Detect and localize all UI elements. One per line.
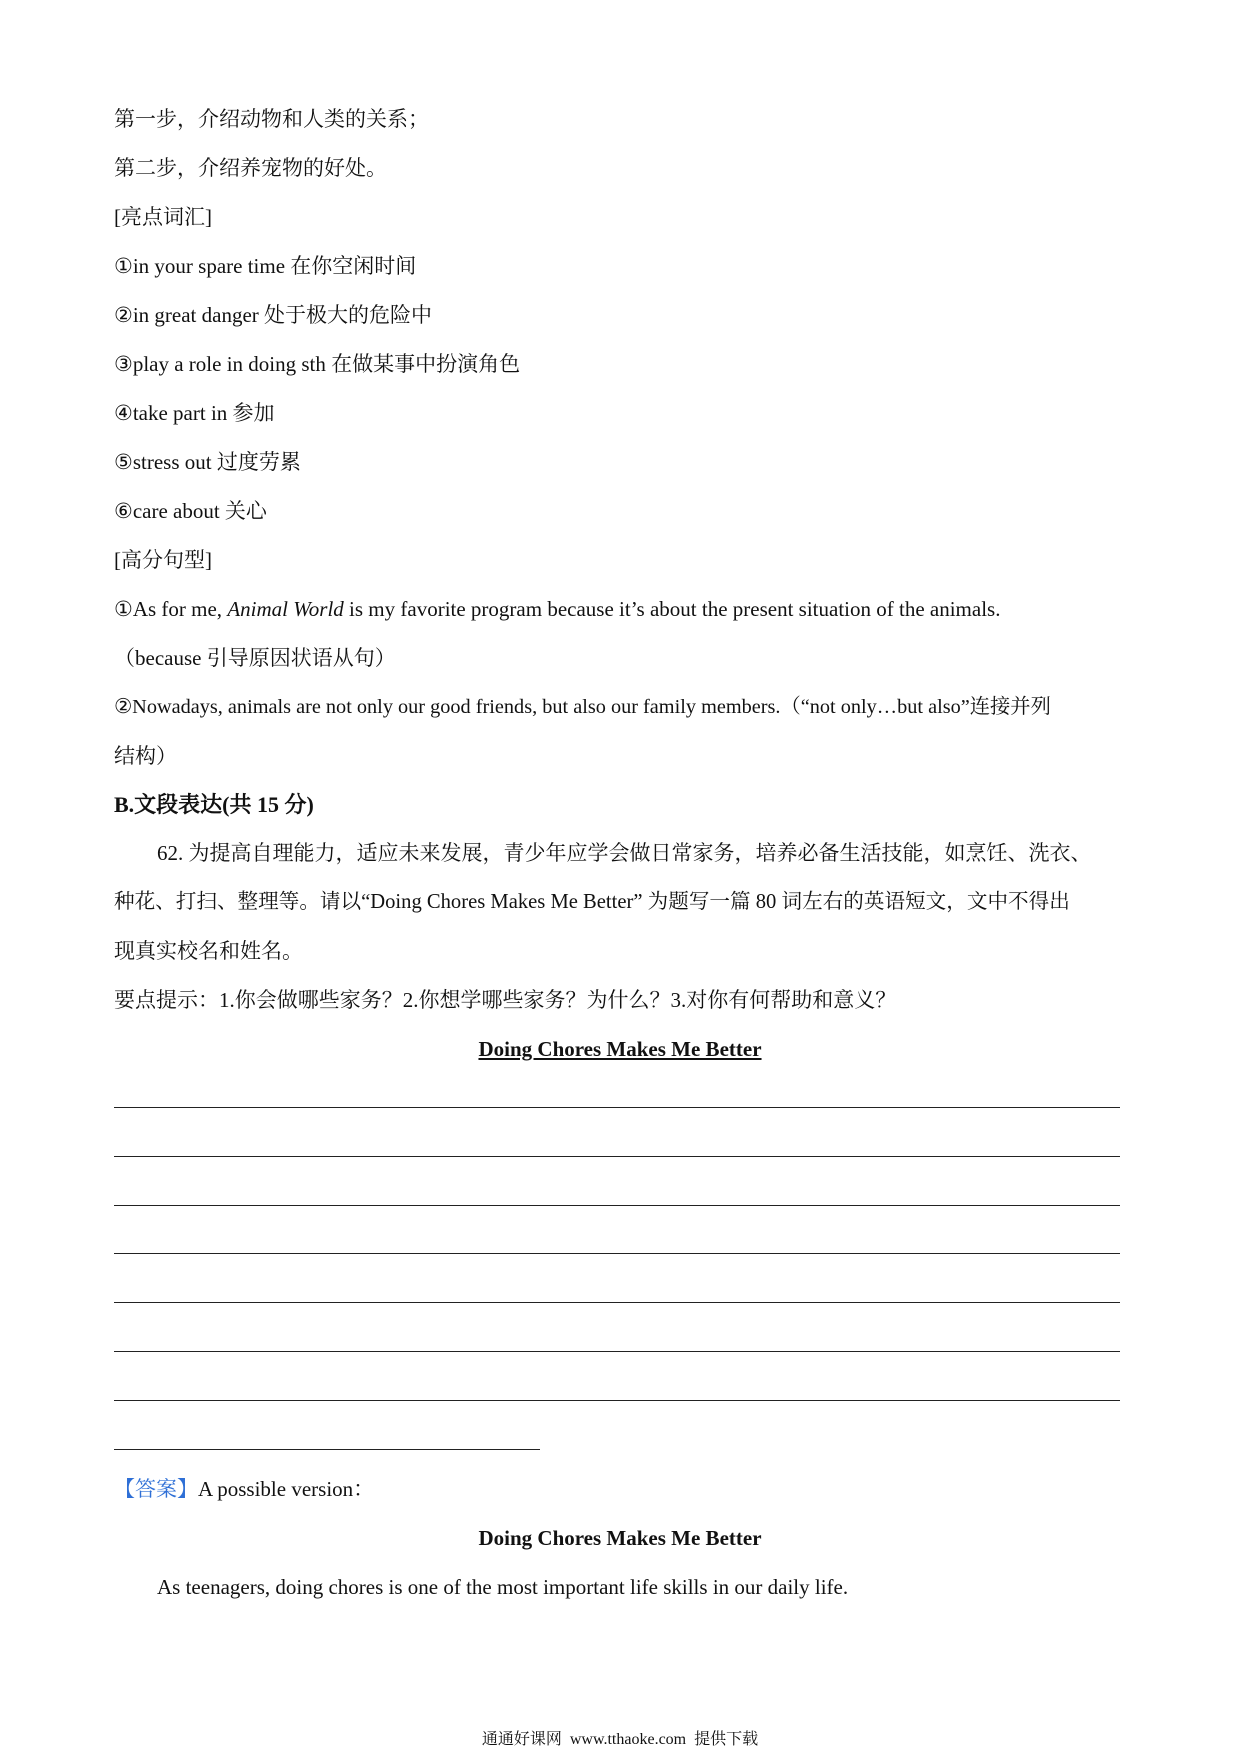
footer-site-name: 通通好课网 xyxy=(481,1731,562,1748)
program-name: Animal World xyxy=(227,597,344,621)
vocab-item: ⑥care about 关心 xyxy=(114,499,267,523)
sentence-one-post: is my favorite program because it’s about the present situation of the animals. xyxy=(343,597,1001,621)
hints-text: 要点提示：1.你会做哪些家务？2.你想学哪些家务？为什么？3.对你有何帮助和意义？ xyxy=(114,988,897,1012)
sentence-one-note: （because 引导原因状语从句） xyxy=(114,646,396,670)
answer-intro-line xyxy=(114,1474,374,1504)
writing-line xyxy=(114,1205,1120,1206)
step-one-text: 第一步，介绍动物和人类的关系； xyxy=(114,107,429,131)
writing-line xyxy=(114,1107,1120,1108)
sentence-two-line2: 结构） xyxy=(114,744,177,768)
vocab-heading: [亮点词汇] xyxy=(114,205,212,229)
essay-title: Doing Chores Makes Me Better xyxy=(478,1037,762,1061)
writing-line xyxy=(114,1400,1120,1401)
vocab-item: ②in great danger 处于极大的危险中 xyxy=(114,303,433,327)
vocab-item: ⑤stress out 过度劳累 xyxy=(114,450,301,474)
step-two-text: 第二步，介绍养宠物的好处。 xyxy=(114,156,387,180)
writing-line xyxy=(114,1156,1120,1157)
answer-tag: 【答案】 xyxy=(114,1477,198,1501)
question-line-1: 62. 为提高自理能力，适应未来发展，青少年应学会做日常家务，培养必备生活技能，如烹饪、洗衣、 xyxy=(157,841,1092,865)
writing-line xyxy=(114,1253,1120,1254)
sentence-heading: [高分句型] xyxy=(114,548,212,572)
vocab-item: ③play a role in doing sth 在做某事中扮演角色 xyxy=(114,352,521,376)
section-b-heading: B.文段表达(共 15 分) xyxy=(114,792,314,817)
vocab-item: ④take part in 参加 xyxy=(114,401,275,425)
answer-intro: A possible version： xyxy=(198,1477,375,1501)
page-footer xyxy=(0,1729,1240,1751)
answer-title: Doing Chores Makes Me Better xyxy=(478,1526,762,1550)
question-line-2: 种花、打扫、整理等。请以“Doing Chores Makes Me Better” 为题写一篇 80 词左右的英语短文，文中不得出 xyxy=(114,891,1070,913)
question-line-3: 现真实校名和姓名。 xyxy=(114,939,303,963)
sentence-two-line1: ②Nowadays, animals are not only our good friends, but also our family members.（“not only…but also”连接并列 xyxy=(114,696,1051,718)
vocab-item: ①in your spare time 在你空闲时间 xyxy=(114,254,417,278)
writing-line xyxy=(114,1302,1120,1303)
answer-text: As teenagers, doing chores is one of the most important life skills in our daily life. xyxy=(157,1575,849,1599)
footer-url[interactable]: www.tthaoke.com xyxy=(569,1731,687,1748)
sentence-one xyxy=(114,594,1000,624)
sentence-one-pre: ①As for me, xyxy=(114,597,228,621)
writing-line-short xyxy=(114,1449,540,1450)
writing-line xyxy=(114,1351,1120,1352)
footer-suffix: 提供下载 xyxy=(694,1731,759,1748)
